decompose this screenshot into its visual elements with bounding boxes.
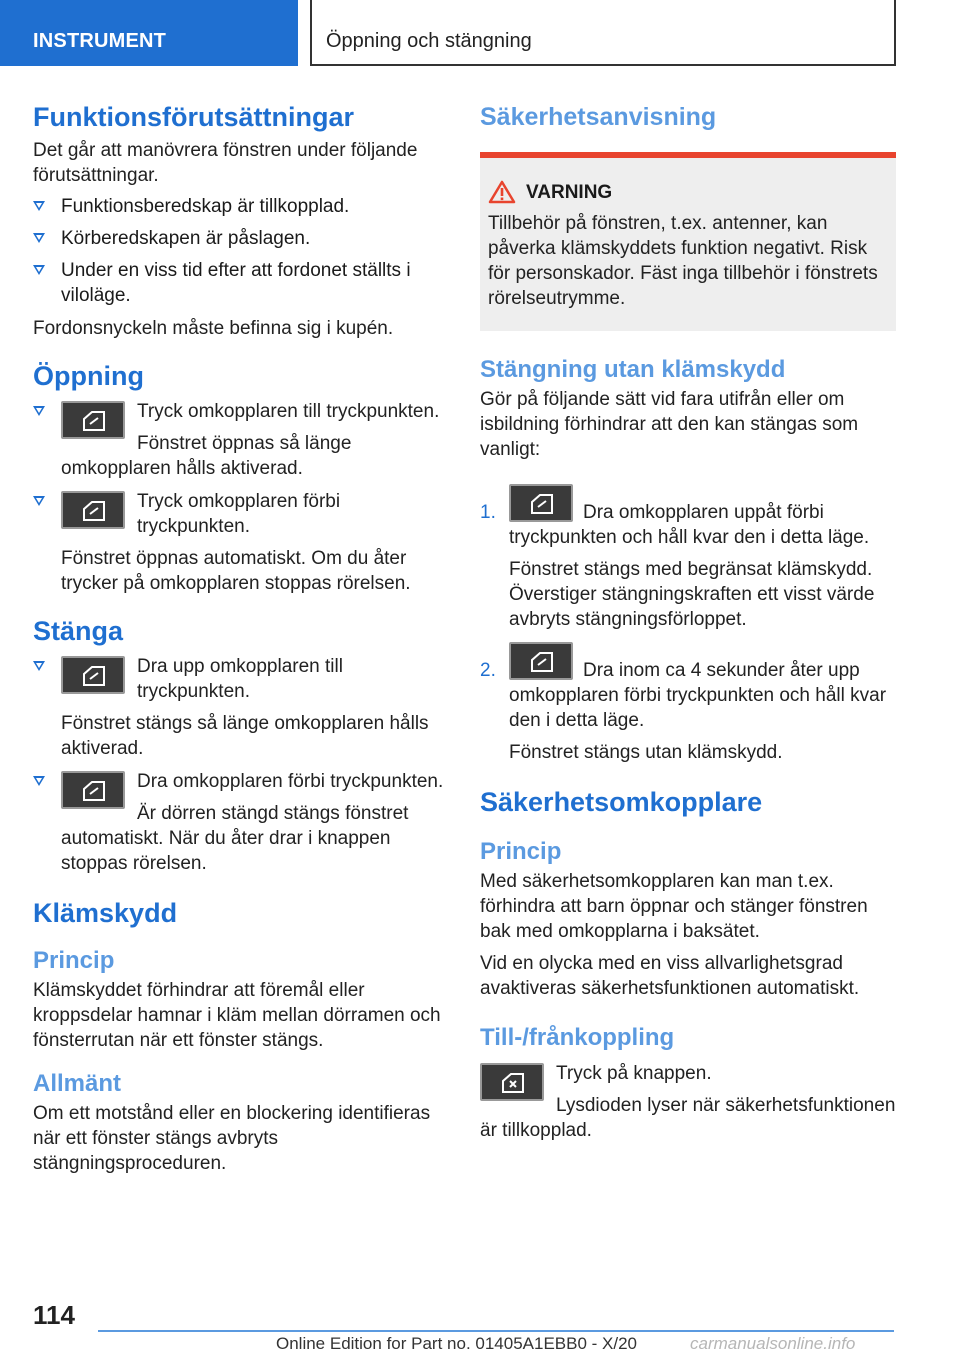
right-column	[480, 100, 896, 1143]
list-item: 2. Dra inom ca 4 sekunder åter upp omkopplaren förbi tryckpunkten och håll kvar den i detta läge. Fönstret stängs utan klämskydd.	[480, 640, 896, 765]
bullet-triangle-icon	[33, 233, 45, 243]
window-switch-icon	[61, 491, 125, 529]
text-funktion: Det går att manövrera fönstren under följande förutsättningar.	[33, 140, 418, 186]
heading-klamskydd: Klämskydd	[33, 898, 178, 928]
bullet-triangle-icon	[33, 776, 45, 786]
heading-stangning: Stängning utan klämskydd	[480, 356, 786, 383]
bullet-triangle-icon	[33, 406, 45, 416]
window-switch-icon	[509, 642, 573, 680]
bullet-triangle-icon	[33, 265, 45, 275]
list-item: Funktionsberedskap är tillkopplad.	[33, 194, 447, 219]
list-item: Tryck på knappen. Lysdioden lyser när säkerhetsfunktionen är tillkopplad.	[480, 1063, 896, 1141]
bullet-triangle-icon	[33, 661, 45, 671]
page-number: 114	[33, 1300, 75, 1330]
text-princip-2b: Vid en olycka med en viss allvarlighetsgrad avaktiveras säkerhetsfunktionen automatiskt.	[480, 953, 860, 999]
heading-tillkoppling: Till-/frånkoppling	[480, 1024, 675, 1051]
window-switch-icon	[61, 401, 125, 439]
bullet-triangle-icon	[33, 201, 45, 211]
list-item: 1. Dra omkopplaren uppåt förbi tryckpunkten och håll kvar den i detta läge. Fönstret stängs med begränsat klämskydd. Överstiger stängningskraften ett visst värde avbryts stängningsförloppet.	[480, 482, 896, 632]
list-item: Under en viss tid efter att fordonet ställts i viloläge.	[33, 258, 447, 308]
list-item: Dra omkopplaren förbi tryckpunkten. Är dörren stängd stängs fönstret automatiskt. När du åter drar i knappen stoppas rörelsen.	[33, 769, 447, 876]
warning-box	[480, 152, 896, 331]
text-princip-2a: Med säkerhetsomkopplaren kan man t.ex. förhindra att barn öppnar och stänger fönstren bak med omkopplarna i baksätet.	[480, 871, 868, 942]
heading-oppning: Öppning	[33, 361, 144, 391]
bullet-triangle-icon	[33, 496, 45, 506]
list-item: Tryck omkopplaren till tryckpunkten. Fönstret öppnas så länge omkopplaren hålls aktiverad.	[33, 399, 447, 481]
list-item: Dra upp omkopplaren till tryckpunkten. Fönstret stängs så länge omkopplaren hålls aktiverad.	[33, 654, 447, 761]
heading-sakerhetsomkopplare: Säkerhetsomkopplare	[480, 787, 763, 817]
list-item: Körberedskapen är påslagen.	[33, 226, 447, 251]
text-allmant: Om ett motstånd eller en blockering identifieras när ett fönster stängs avbryts stängningsproceduren.	[33, 1103, 431, 1174]
warning-title: VARNING	[488, 180, 888, 205]
text-princip: Klämskyddet förhindrar att föremål eller kroppsdelar hamnar i kläm mellan dörramen och fönsterrutan när ett fönster stängs.	[33, 980, 441, 1051]
section-label: INSTRUMENT	[33, 30, 167, 52]
footer-edition: Online Edition for Part no. 01405A1EBB0 - X/20	[276, 1334, 638, 1353]
window-switch-icon	[509, 484, 573, 522]
section-tab	[0, 0, 298, 66]
footer-watermark: carmanualsonline.info	[690, 1334, 856, 1353]
chapter-label: Öppning och stängning	[326, 30, 532, 52]
window-switch-icon	[61, 771, 125, 809]
heading-stanga: Stänga	[33, 616, 124, 646]
footer-divider	[98, 1330, 894, 1332]
child-lock-switch-icon	[480, 1063, 544, 1101]
chapter-tab	[310, 0, 896, 66]
page-header	[0, 0, 960, 66]
window-switch-icon	[61, 656, 125, 694]
heading-funktion: Funktionsförutsättningar	[33, 102, 354, 132]
warning-triangle-icon	[488, 180, 516, 204]
text-stangning: Gör på följande sätt vid fara utifrån eller om isbildning förhindrar att den kan stängas som vanligt:	[480, 389, 859, 460]
warning-text: Tillbehör på fönstren, t.ex. antenner, kan påverka klämskyddets funktion negativt. Risk för personskador. Fäst inga tillbehör i fönstrets rörelseutrymme.	[488, 213, 878, 309]
heading-sakerhetsanvisning: Säkerhetsanvisning	[480, 103, 717, 131]
heading-princip: Princip	[33, 947, 115, 974]
text-key: Fordonsnyckeln måste befinna sig i kupén.	[33, 318, 394, 339]
list-item: Tryck omkopplaren förbi tryckpunkten. Fönstret öppnas automatiskt. Om du åter trycker på omkopplaren stoppas rörelsen.	[33, 489, 447, 596]
left-column	[33, 100, 447, 1176]
heading-allmant: Allmänt	[33, 1070, 122, 1097]
heading-princip-2: Princip	[480, 838, 562, 865]
